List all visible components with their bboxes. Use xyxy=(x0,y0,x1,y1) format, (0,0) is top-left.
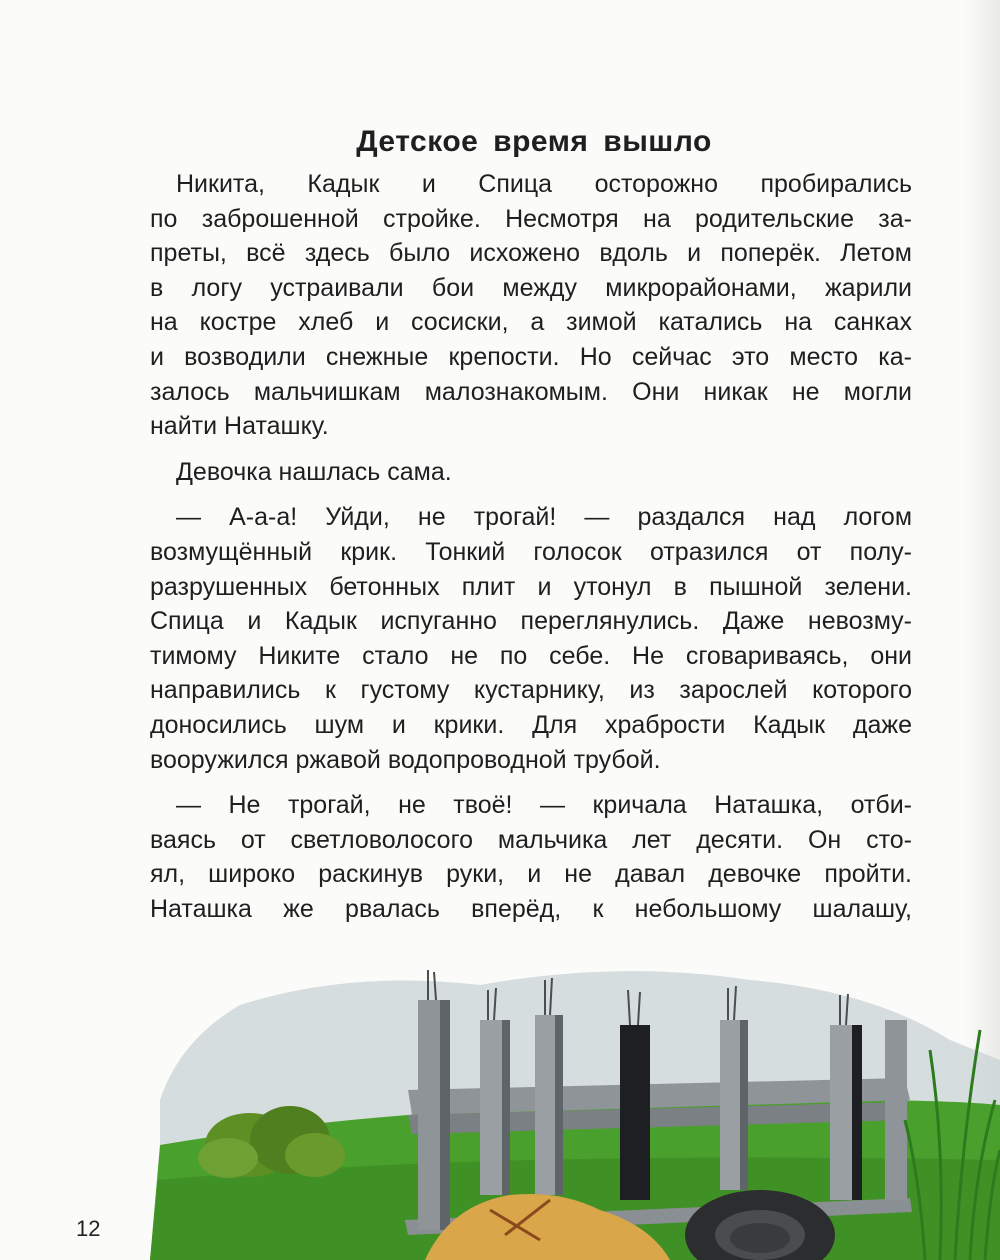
chapter-title: Детское время вышло xyxy=(356,125,712,158)
text-line: возмущённый крик. Тонкий голосок отразился от полу- xyxy=(150,537,912,566)
text-line: по заброшенной стройке. Несмотря на родительские за- xyxy=(150,204,912,233)
text-line: ял, широко раскинув руки, и не давал девочке пройти. xyxy=(150,860,912,889)
text-line: преты, всё здесь было исхожено вдоль и поперёк. Летом xyxy=(150,239,912,268)
text-line: разрушенных бетонных плит и утонул в пышной зелени. xyxy=(150,572,912,601)
text-line: на костре хлеб и сосиски, а зимой катались на санках xyxy=(150,308,912,337)
text-line: ваясь от светловолосого мальчика лет десяти. Он сто- xyxy=(150,825,912,854)
text-line: Наташка же рвалась вперёд, к небольшому шалашу, xyxy=(150,894,912,923)
text-line: тимому Никите стало не по себе. Не сговариваясь, они xyxy=(150,641,912,670)
text-line: доносились шум и крики. Для храбрости Кадык даже xyxy=(150,710,912,739)
text-line: и возводили снежные крепости. Но сейчас это место ка- xyxy=(150,342,912,371)
text-line: найти Наташку. xyxy=(150,412,329,441)
text-line: Спица и Кадык испуганно переглянулись. Даже невозму- xyxy=(150,607,912,636)
text-line: — Не трогай, не твоё! — кричала Наташка, отби- xyxy=(176,791,912,820)
construction-site-illustration xyxy=(150,950,1000,1260)
text-line: — А-а-а! Уйди, не трогай! — раздался над логом xyxy=(176,503,912,532)
body-text xyxy=(150,167,912,926)
text-line: Девочка нашлась сама. xyxy=(176,457,452,486)
text-line: залось мальчишкам малознакомым. Они никак не могли xyxy=(150,377,912,406)
page-number: 12 xyxy=(76,1216,101,1241)
text-line: вооружился ржавой водопроводной трубой. xyxy=(150,745,661,774)
text-line: в логу устраивали бои между микрорайонами, жарили xyxy=(150,273,912,302)
text-line: направились к густому кустарнику, из зарослей которого xyxy=(150,676,912,705)
text-line: Никита, Кадык и Спица осторожно пробирались xyxy=(176,170,912,198)
